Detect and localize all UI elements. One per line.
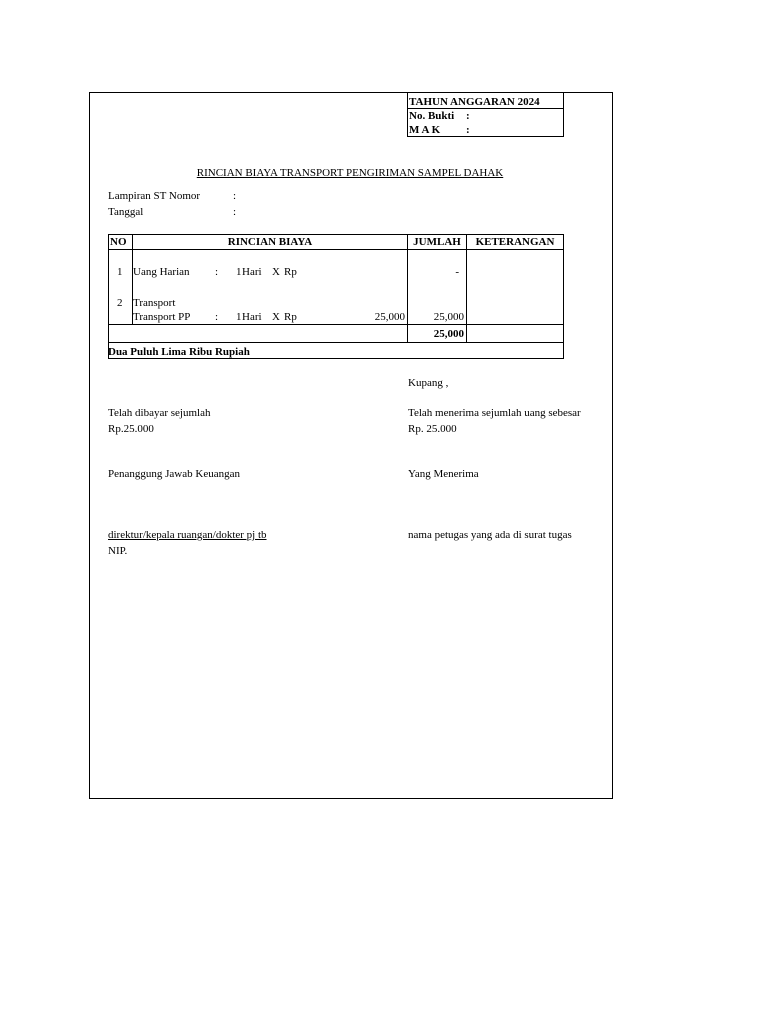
tanggal-label: Tanggal (108, 206, 144, 218)
paid-amount: Rp.25.000 (108, 423, 154, 435)
table-total: 25,000 (433, 328, 464, 340)
lampiran-colon: : (233, 190, 237, 202)
table-total-bottom (108, 342, 564, 343)
row1-colon: : (215, 266, 219, 278)
row2-jumlah: 25,000 (433, 311, 464, 323)
table-body-bottom (108, 324, 564, 325)
mak-colon: : (466, 124, 470, 136)
header-keterangan: KETERANGAN (475, 236, 555, 248)
row1-x: X (272, 266, 280, 278)
received-amount: Rp. 25.000 (408, 423, 457, 435)
row1-qty: 1 (236, 266, 242, 278)
row2-rp: Rp (284, 311, 297, 323)
table-jumlah-divider (466, 234, 467, 342)
tahun-anggaran: TAHUN ANGGARAN 2024 (409, 96, 540, 108)
document-title: RINCIAN BIAYA TRANSPORT PENGIRIMAN SAMPEL DAHAK (196, 167, 504, 179)
header-no: NO (110, 236, 127, 248)
row1-jumlah: - (455, 266, 459, 278)
row2-no: 2 (117, 297, 123, 309)
no-bukti-colon: : (466, 110, 470, 122)
table-right-border (563, 234, 564, 358)
recipient-role: Yang Menerima (408, 468, 479, 480)
header-rincian-biaya: RINCIAN BIAYA (227, 236, 313, 248)
row2-qty: 1 (236, 311, 242, 323)
row2-label: Transport (133, 297, 176, 309)
no-bukti-label: No. Bukti (409, 110, 455, 122)
paid-statement: Telah dibayar sejumlah (108, 407, 211, 419)
tanggal-colon: : (233, 206, 237, 218)
row1-rp: Rp (284, 266, 297, 278)
recipient-name: nama petugas yang ada di surat tugas (408, 529, 572, 541)
finance-officer-name: direktur/kepala ruangan/dokter pj tb (108, 529, 267, 541)
row2-unit: Hari (242, 311, 262, 323)
row1-unit: Hari (242, 266, 262, 278)
header-box-right-border (563, 92, 564, 136)
finance-officer-nip: NIP. (108, 545, 128, 557)
table-header-divider (108, 249, 564, 250)
header-box-left-border (407, 92, 408, 136)
amount-in-words: Dua Puluh Lima Ribu Rupiah (108, 346, 250, 358)
header-jumlah: JUMLAH (413, 236, 461, 248)
place-date: Kupang , (408, 377, 449, 389)
row2-x: X (272, 311, 280, 323)
lampiran-label: Lampiran ST Nomor (108, 190, 201, 202)
header-box-top-border (407, 92, 564, 93)
row2-amount: 25,000 (374, 311, 405, 323)
row2-sub-label: Transport PP (133, 311, 191, 323)
table-rincian-divider (407, 234, 408, 342)
finance-officer-role: Penanggung Jawab Keuangan (108, 468, 240, 480)
row2-colon: : (215, 311, 219, 323)
row1-no: 1 (117, 266, 123, 278)
received-statement: Telah menerima sejumlah uang sebesar (408, 407, 581, 419)
mak-label: M A K (409, 124, 441, 136)
table-left-border (108, 234, 109, 358)
row1-label: Uang Harian (133, 266, 190, 278)
